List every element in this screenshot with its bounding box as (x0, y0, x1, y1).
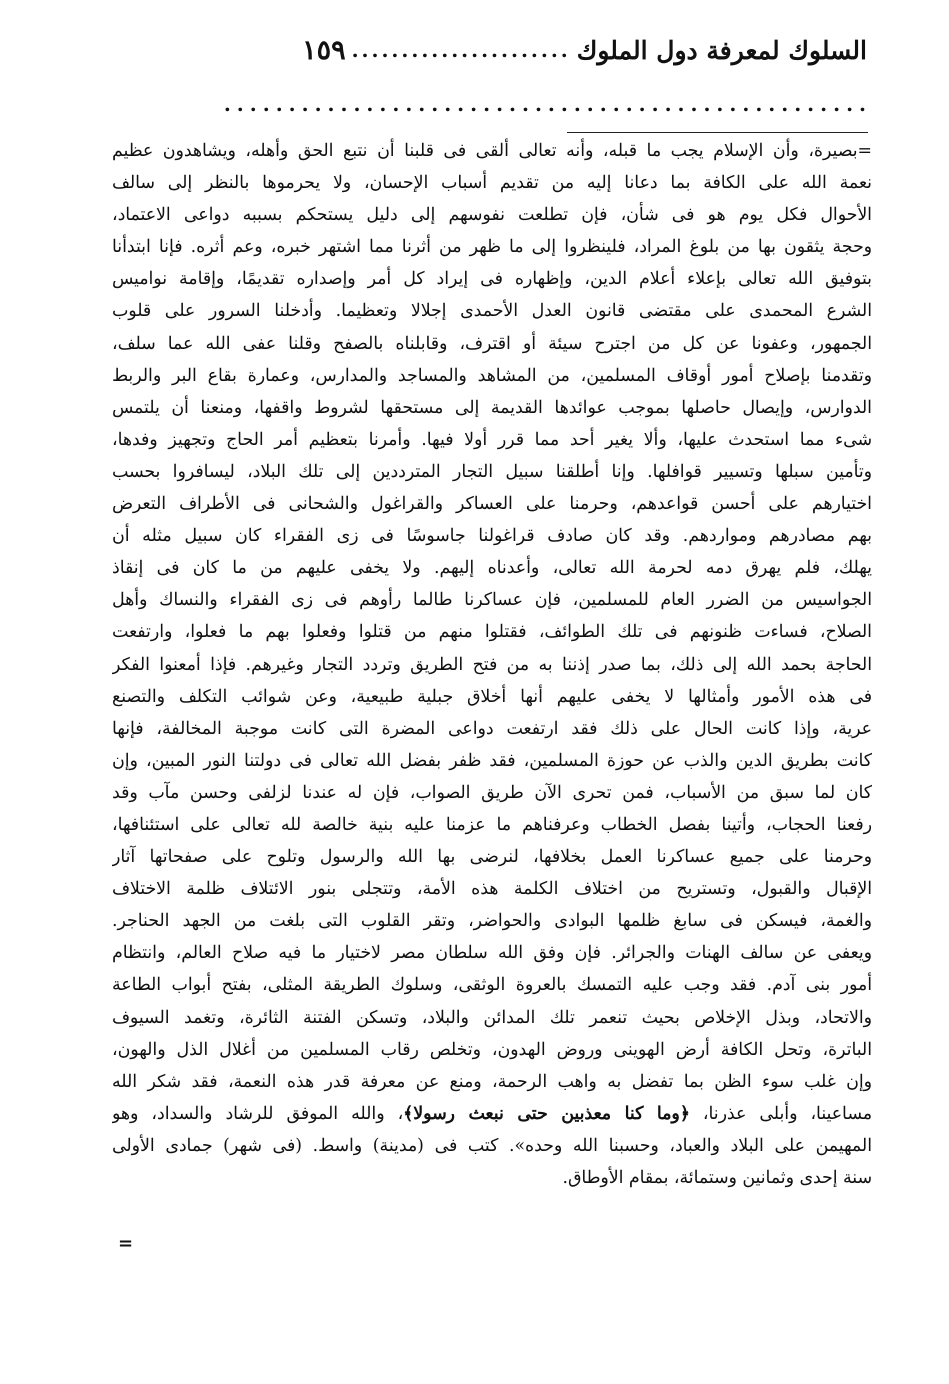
text-line: أمور بنى آدم. فقد وجب عليه التمسك بالعروة الوثقى، وسلوك الطريقة المثلى، بفتح أبواب الطاعة (112, 975, 872, 996)
text-line: وحجة يثقون بها من بلوغ المراد، فلينظروا إلى ما ظهر من أثرنا مما اشتهر خبره، وعم أثره. فإنا ابتدأنا (112, 237, 872, 258)
book-title: السلوك لمعرفة دول الملوك (576, 35, 867, 65)
text-line: رفعنا الحجاب، وأتينا بفصل الخطاب وعرفناهم ما عزمنا عليه بنية خالصة لله تعالى على استئنافها، (112, 814, 872, 835)
running-header (112, 30, 867, 70)
text-line: الباترة، وتحل الكافة أرض الهوينى وروض الهدون، وتخلص رقاب المسلمين من أغلال الذل والهون، (112, 1039, 872, 1060)
quran-verse: ﴿وما كنا معذبين حتى نبعث رسولا﴾ (403, 1103, 690, 1124)
text-line: شىء مما استحدث عليها، وألا يغير أحد مما قرر أولا فيها. وأمرنا بتعظيم أمر الحاج وتجهيز وفدها، (112, 429, 872, 450)
text-line: كانت بطريق الدين والذب عن حوزة المسلمين، فقد ظفر بفضل الله تعالى فى دولتنا النور المبين، وإن (112, 750, 872, 771)
body-text (112, 135, 872, 1194)
text-line: الحاجة بحمد الله إلى ذلك، بما صدر إذننا به من فتح الطريق وتردد التجار وغيرهم. فإذا أمعنوا الفكر (112, 654, 872, 675)
text-line: ويعفى عن سالف الهنات والجرائر. فإن وفق الله سلطان مصر لاختيار ما فيه صلاح العالم، وانتظام (112, 943, 872, 964)
text-line (112, 1098, 872, 1130)
text-segment: ، والله الموفق للرشاد والسداد، وهو (112, 1103, 404, 1124)
text-line: وحرمنا على جميع عساكرنا العمل بخلافها، لنرضى بها الله والرسول وتلوح على صفحاتها آثار (112, 847, 872, 868)
text-line: بهم مصادرهم ومواردهم. وقد كان صادف قراغولنا جاسوسًا فى زى الفقراء كان سبيل مثله أن (112, 526, 872, 547)
text-line: الشرع المحمدى على مقتضى قانون العدل الأحمدى إجلالا وتعظيما. وأدخلنا السرور على قلوب (112, 301, 872, 322)
continuation-mark: = (118, 1233, 134, 1254)
header-leader-dots: ...................... (351, 38, 571, 62)
text-line: نعمة الله على الكافة بما دعانا إليه من تقديم أسباب الإحسان، ولا يحرموها بالنظر إلى سالف (112, 173, 872, 194)
text-line: الجمهور، وعفونا عن كل من اجترح سيئة أو اقترف، وقابلناه بالصفح وقلنا عفى الله عما سلف، (112, 333, 872, 354)
text-line: عرية، وإذا كانت الحال على ذلك فقد ارتفعت دواعى المضرة التى كانت موجبة المخالفة، فإنها (112, 718, 872, 739)
text-line: الصلاح، فساءت ظنونهم فى تلك الطوائف، فقتلوا منهم من قتلوا وفعلوا بهم ما فعلوا، وارتفعت (112, 622, 872, 643)
text-line: الدوارس، وإيصال حاصلها بموجب عوائدها القديمة إلى مستحقها لشروط واقفها، ومنعنا أن يلتمس (112, 397, 872, 418)
text-segment: مساعينا، وأبلى عذرنا، (689, 1103, 872, 1124)
omission-dots: .................................................. (223, 92, 872, 116)
text-line: الأحوال فكل يوم هو فى شأن، فإن تطلعت نفوسهم إلى دليل يستحكم بسببه دواعى الاعتماد، (112, 205, 872, 226)
text-line: كان لما سبق من الأسباب، فمن تحرى الآن طريق الصواب، فإن له عندنا لزلفى وحسن مآب وقد (112, 782, 872, 803)
text-line: اختيارهم على أحسن قواعدهم، وحرمنا على العساكر والقراغول والشحانى فى الأطراف التعرض (112, 494, 872, 515)
text-line: الجواسيس من الضرر العام للمسلمين، فإن عساكرنا طالما رأوهم فى زى الفقراء والنساك وأهل (112, 590, 872, 611)
footnote-rule (567, 132, 868, 133)
text-line: فى هذه الأمور وأمثالها لا يخفى عليهم أنها أخلاق جبلية طبيعية، وعن شوائب التكلف والتصنع (112, 686, 872, 707)
page-number: ١٥٩ (302, 34, 346, 66)
text-line: =بصيرة، وأن الإسلام يجب ما قبله، وأنه تعالى ألقى فى قلبنا أن نتبع الحق وأهله، ويشاهدون عظيم (112, 141, 872, 161)
text-line: وتقدمنا بإصلاح أمور أوقاف المسلمين، من المشاهد والمساجد والمدارس، وعمارة بقاع البر والربط (112, 365, 872, 386)
text-line-final: سنة إحدى وثمانين وستمائة، بمقام الأوطاق. (562, 1168, 872, 1188)
text-line: وإن غلب سوء الظن بما تفضل به واهب الرحمة، ومنع عن معرفة قدر هذه النعمة، فقد شكر الله (112, 1071, 872, 1092)
text-line: والاتحاد، وبذل الإخلاص بحيث تنعمر تلك المدائن والبلاد، وتسكن الفتنة الثائرة، وتغمد السيوف (112, 1007, 872, 1028)
text-line: المهيمن على البلاد والعباد، وحسبنا الله وحده». كتب فى (مدينة) واسط. (فى شهر) جمادى الأولى (112, 1135, 872, 1156)
text-line: بتوفيق الله تعالى بإعلاء أعلام الدين، وإظهاره فى إيراد كل أمر وإصداره تقديمًا، وإقامة نواميس (112, 269, 872, 290)
text-line: وتأمين سبلها وتسيير قوافلها. وإنا أطلقنا سبيل التجار المترددين إلى تلك البلاد، ليسافروا بحسب (112, 461, 872, 482)
text-line: الإقبال والقبول، وتستريح من اختلاف الكلمة هذه الأمة، وتتجلى بنور الائتلاف ظلمة الاختلاف (112, 879, 872, 900)
text-line: يهلك، فلم يهرق دمه لحرمة الله تعالى، وأعدناه إليهم. ولا يخفى عليهم من ما كان فى إنقاذ (112, 558, 872, 579)
text-line: والغمة، فيسكن فى سابغ ظلمها البوادى والحواضر، وتقر القلوب التى بلغت من الجهد الحناجر. (112, 911, 872, 932)
